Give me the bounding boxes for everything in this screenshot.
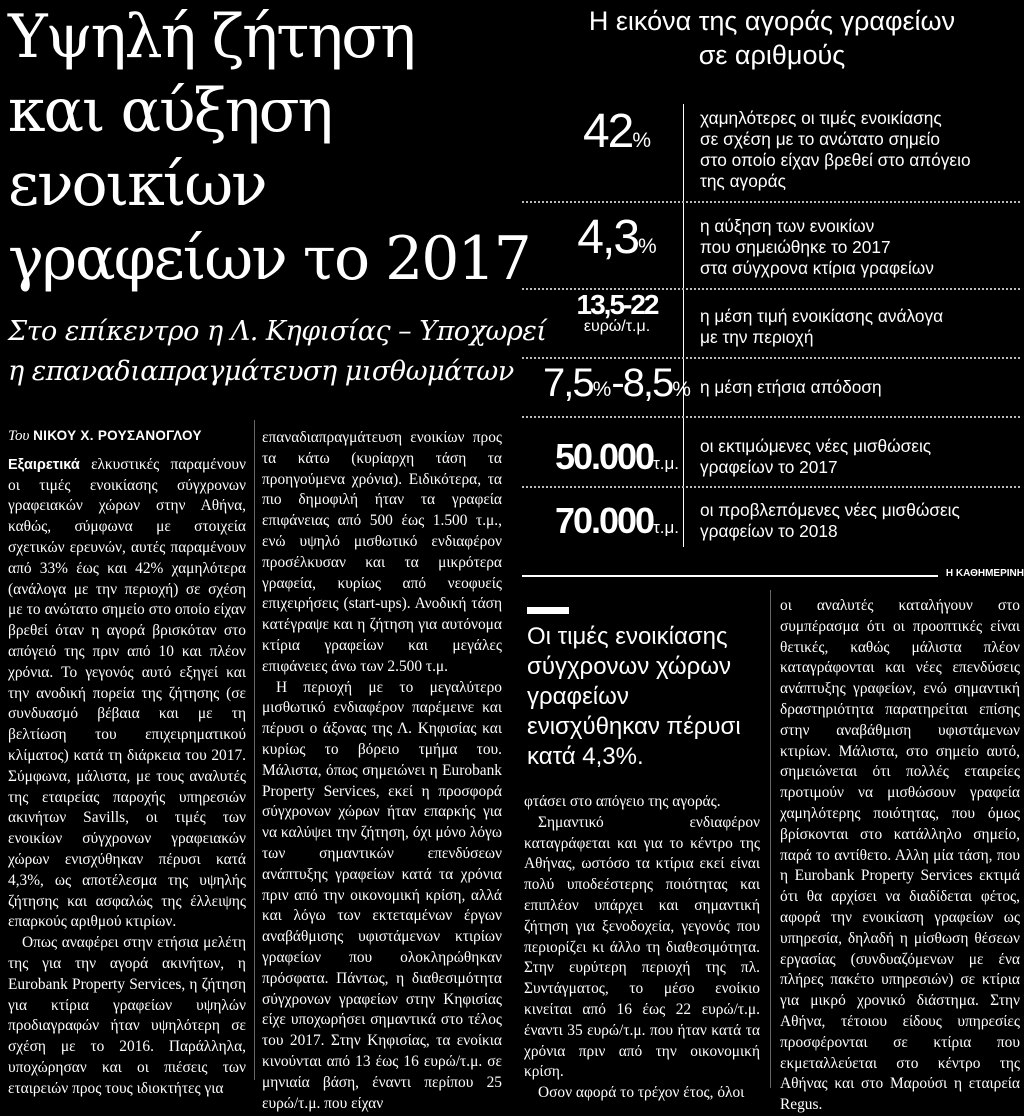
stat-unit: ευρώ/τ.μ. — [583, 318, 651, 335]
pullquote-line: Οι τιμές ενοικίασης — [527, 623, 728, 650]
headline-line: ενοικίων — [8, 150, 266, 220]
stat-description — [700, 306, 1020, 348]
infographic-title-line: σε αριθμούς — [698, 40, 846, 70]
paragraph: οι αναλυτές καταλήγουν στο συμπέρασμα ότι οι προοπτικές είναι θετικές, καθώς μάλιστα πλέον καταγράφονται και νέες επενδύσεις ανάπτυξης γραφείων, ενώ σημαντική δραστηριότητα παρατηρείται επίσης στην αναβάθμιση υφιστάμενων κτιρίων. Μάλιστα, στο σημείο αυτό, σημειώνεται ότι πολλές εταιρείες προτιμούν να μισθώσουν γραφεία χαμηλότερης ποιότητας, που όμως βρίσκονται στο κατάλληλο σημείο, παρά το αντίθετο. Αλλη μία τάση, που η Eurobank Property Services εκτιμά ότι θα αρχίσει να διαδίδεται φέτος, αφορά την ενοικίαση γραφείων ως υπηρεσία, δηλαδή η μίσθωση θέσεων εργασίας (συνδυαζόμενων με ένα πλήρες πακέτο υπηρεσιών) σε κτίρια για μικρό χρονικό διάστημα. Στην Αθήνα, τέτοιου είδους υπηρεσίες προσφέρονται σε κτίρια που εκμεταλλεύεται στο κέντρο της Αθήνας και στο Μαρούσι η εταιρεία Regus. — [780, 597, 1020, 1114]
stat-description-line: με την περιοχή — [700, 327, 814, 347]
stat-description — [700, 436, 1020, 478]
stat-number: 4,3 — [577, 211, 639, 264]
stat-description-line: στα σύγχρονα κτίρια γραφείων — [700, 258, 934, 278]
paragraph: φτάσει στο απόγειο της αγοράς. — [524, 793, 721, 810]
stat-description-line: σε σχέση με το ανώτατο σημείο — [700, 129, 940, 149]
headline — [8, 0, 530, 296]
article-column-3 — [524, 792, 760, 1104]
paragraph: Οσον αφορά το τρέχον έτος, όλοι — [538, 1084, 745, 1102]
stat-description-line: στο οποίο είχαν βρεθεί στο απόγειο — [700, 150, 971, 170]
headline-line: Υψηλή ζήτηση — [8, 2, 415, 72]
pullquote-line: σύγχρονων χώρων — [527, 653, 732, 680]
byline-author: ΝΙΚΟΥ Χ. ΡΟΥΣΑΝΟΓΛΟΥ — [33, 428, 202, 443]
stat-unit: τ.μ. — [653, 518, 680, 537]
column-divider — [254, 420, 255, 1080]
article-column-4 — [780, 596, 1020, 1116]
article-column-2 — [262, 428, 502, 1114]
article-column-1 — [8, 426, 246, 1100]
paragraph — [8, 455, 246, 933]
stat-number: -8,5 — [611, 361, 673, 405]
stat-number: 13,5-22 — [576, 289, 658, 320]
dotted-divider — [522, 201, 1020, 203]
stat-description-line: οι προβλεπόμενες νέες μισθώσεις — [700, 500, 960, 520]
headline-line: και αύξηση — [8, 76, 332, 146]
paragraph: Η περιοχή με το μεγαλύτερο μισθωτικό ενδιαφέρον παρέμεινε και πέρυσι ο άξονας της Λ. Κηφισίας και κυρίως το βόρειο τμήμα του. Μάλιστα, όπως σημειώνει η Eurobank Property Services, εκεί η προσφορά σύγχρονων χώρων ήταν επαρκής για να καλύψει την ζήτηση, όχι μόνο λόγω των σημαντικών επενδύσεων ανάπτυξης γραφείων κατά τα χρόνια πριν από την οικονομική κρίση, αλλά και λόγω των εκτεταμένων έργων αναβάθμισης υφιστάμενων κτιρίων γραφείων που ολοκληρώθηκαν πρόσφατα. Πάντως, η διαθεσιμότητα σύγχρονων γραφείων στην Κηφισίας είχε υποχωρήσει σημαντικά στο τέλος του 2017. Στην Κηφισίας, τα ενοίκια κινούνται από 13 έως 16 ευρώ/τ.μ. σε μηνιαία βάση, έναντι περίπου 25 ευρώ/τ.μ. που είχαν — [262, 678, 502, 1112]
stat-value — [532, 500, 702, 542]
byline — [8, 426, 246, 447]
stat-description-line: η μέση ετήσια απόδοση — [700, 377, 882, 397]
stat-value — [524, 361, 710, 406]
paragraph: επαναδιαπραγμάτευση ενοικίων προς τα κάτω (κυρίαρχη τάση τα προηγούμενα χρόνια). Ειδικότερα, τα πιο δημοφιλή ήταν τα γραφεία επιφάνειας από 500 έως 1.500 τ.μ., ενώ υψηλό μισθωτικό ενδιαφέρον προσέλκυσαν και τα μικρότερα γραφεία, κυρίως από νεοφυείς επιχειρήσεις (start-ups). Ανοδική τάση κατέγραψε και η ζήτηση για αυτόνομα κτίρια γραφείων και μεγάλες επιφάνειες άνω των 2.500 τ.μ. — [262, 429, 502, 675]
stat-value — [532, 104, 702, 159]
infographic-bottom-rule — [522, 575, 938, 577]
stat-description-line: γραφείων το 2017 — [700, 457, 838, 477]
headline-line: γραφείων το 2017 — [8, 224, 530, 294]
paragraph: Σημαντικό ενδιαφέρον καταγράφεται και για το κέντρο της Αθήνας, ωστόσο τα κτίρια εκεί είναι πολύ υποδεέστερης ποιότητας και επιπλέον υπάρχει και σημαντική ζήτηση για ξενοδοχεία, γεγονός που περιορίζει κι άλλο τη διαθεσιμότητα. Στην ευρύτερη περιοχή της πλ. Συντάγματος, το μέσο ενοίκιο κινείται από 16 έως 22 ευρώ/τ.μ. έναντι 35 ευρώ/τ.μ. που ήταν κατά τα χρόνια πριν από την οικονομική κρίση. — [524, 813, 760, 1081]
subheadline — [8, 312, 547, 392]
dotted-divider — [522, 357, 1020, 359]
column-divider — [770, 590, 771, 1088]
stat-unit: τ.μ. — [653, 454, 680, 473]
stat-number: 70.000 — [554, 500, 654, 541]
stat-description — [700, 377, 1020, 398]
stat-unit: % — [672, 378, 691, 401]
byline-prefix: Του — [8, 428, 30, 444]
paragraph-text: ελκυστικές παραμένουν οι τιμές ενοικίασης σύγχρονων γραφειακών χώρων στην Αθήνα, καθώς, σύμφωνα με στοιχεία σχετικών ερευνών, αυτές παραμένουν από 33% έως και 42% χαμηλότερα (ανάλογα με την περιοχή) σε σχέση με το ανώτατο σημείο στο οποίο είχαν βρεθεί όταν η αγορά βρισκόταν στο απόγειό της πριν από 10 και πλέον χρόνια. Το γεγονός αυτό εξηγεί και την ανοδική πορεία της ζήτησης (σε συνδυασμό βέβαια και με τη βελτίωση του επιχειρηματικού κλίματος) κατά τη διάρκεια του 2017. Σύμφωνα, μάλιστα, με τους αναλυτές της εταιρείας παροχής υπηρεσιών ακινήτων Savills, οι τιμές των ενοικίων σύγχρονων γραφειακών χώρων ενισχύθηκαν πέρυσι κατά 4,3%, ως αποτέλεσμα της υψηλής ζήτησης και ασφαλώς της έλλειψης επαρκούς αριθμού κτιρίων. — [8, 455, 246, 931]
stat-number: 50.000 — [554, 436, 654, 477]
pullquote-bar — [527, 607, 569, 614]
pullquote — [527, 622, 767, 772]
stat-value — [532, 210, 702, 265]
stat-value — [532, 289, 702, 338]
stat-unit: % — [632, 129, 652, 152]
infographic-title-line: Η εικόνα της αγοράς γραφείων — [588, 6, 956, 36]
stat-number: 7,5 — [543, 361, 593, 405]
stat-description-line: η αύξηση των ενοικίων — [700, 216, 875, 236]
lead-word: Εξαιρετικά — [8, 456, 80, 473]
dotted-divider — [522, 416, 1020, 418]
stat-unit: % — [592, 378, 612, 401]
stat-description — [700, 108, 1020, 192]
source-credit: Η ΚΑΘΗΜΕΡΙΝΗ — [945, 568, 1024, 579]
pullquote-line: γραφείων — [527, 683, 629, 710]
infographic-title — [522, 4, 1022, 72]
dotted-divider — [522, 486, 1020, 488]
stat-value — [532, 436, 702, 478]
stat-description-line: η μέση τιμή ενοικίασης ανάλογα — [700, 306, 944, 326]
stat-unit: % — [638, 235, 657, 258]
stat-description-line: οι εκτιμώμενες νέες μισθώσεις — [700, 436, 932, 456]
paragraph: Οπως αναφέρει στην ετήσια μελέτη της για την αγορά ακινήτων, η Eurobank Property Services, η ζήτηση για κτίρια γραφείων υψηλών προδιαγραφών ήταν υψηλότερη σε σχέση με το 2016. Παράλληλα, υποχώρησαν και οι πιέσεις των εταιρειών προς τους ιδιοκτήτες για — [8, 934, 246, 1097]
pullquote-line: κατά 4,3%. — [527, 743, 644, 770]
stat-number: 42 — [582, 105, 633, 158]
stat-description-line: γραφείων το 2018 — [700, 521, 838, 541]
stat-description-line: της αγοράς — [700, 171, 786, 191]
subheadline-line: Στο επίκεντρο η Λ. Κηφισίας – Υποχωρεί — [8, 316, 547, 347]
subheadline-line: η επαναδιαπραγμάτευση μισθωμάτων — [8, 356, 514, 387]
stat-description — [700, 216, 1020, 279]
stat-description-line: που σημειώθηκε το 2017 — [700, 237, 891, 257]
stat-description-line: χαμηλότερες οι τιμές ενοικίασης — [700, 108, 942, 128]
pullquote-line: ενισχύθηκαν πέρυσι — [527, 713, 741, 740]
stat-description — [700, 500, 1020, 542]
